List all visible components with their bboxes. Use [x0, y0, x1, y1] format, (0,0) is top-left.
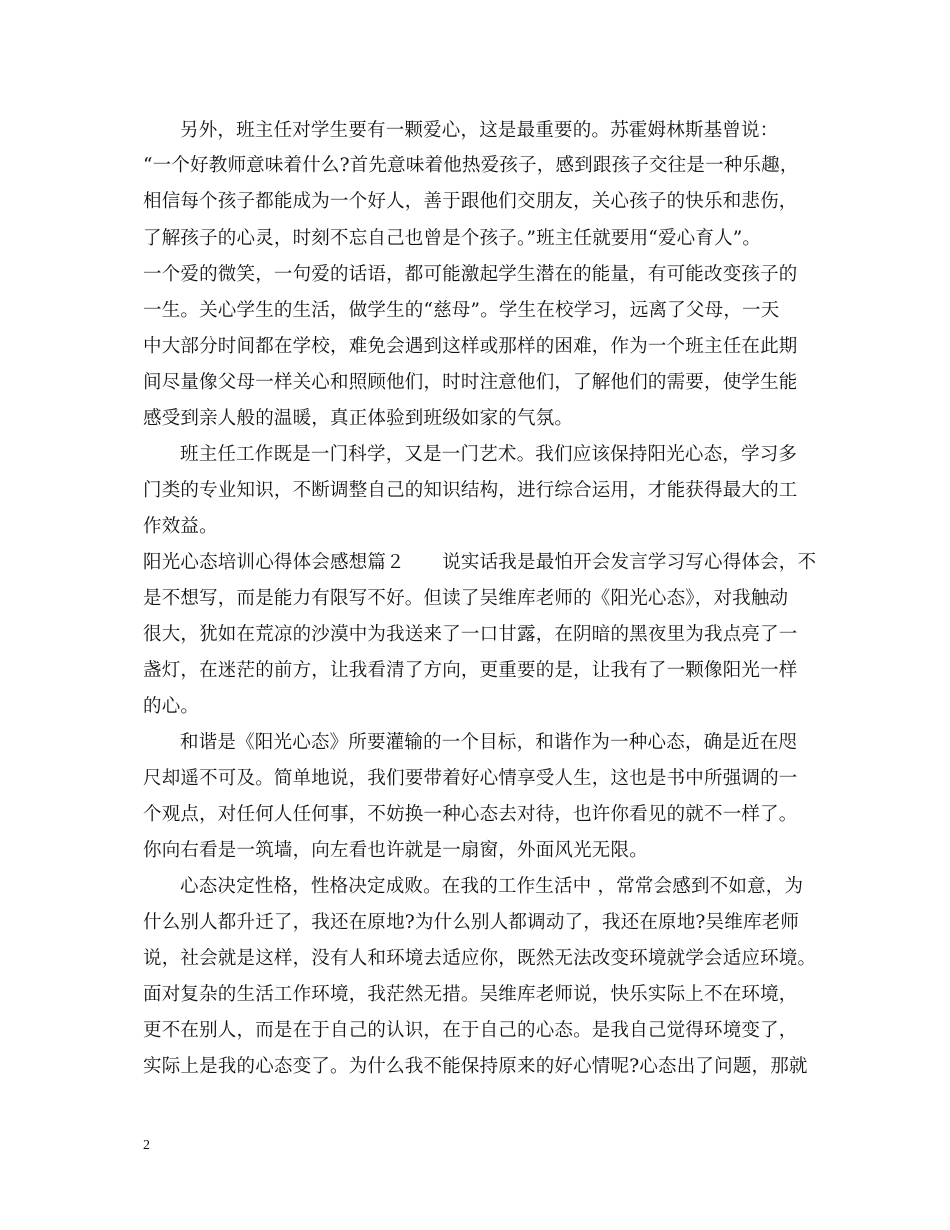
text-line: 间尽量像父母一样关心和照顾他们，时时注意他们，了解他们的需要，使学生能 — [143, 372, 798, 393]
text-line: 你向右看是一筑墙，向左看也许就是一扇窗，外面风光无限。 — [143, 840, 648, 861]
text-line: 很大，犹如在荒凉的沙漠中为我送来了一口甘露，在阴暗的黑夜里为我点亮了一 — [143, 624, 798, 645]
text-line: 一生。关心学生的生活，做学生的“慈母”。学生在校学习，远离了父母，一天 — [143, 300, 780, 321]
text-line: 个观点，对任何人任何事，不妨换一种心态去对待，也许你看见的就不一样了。 — [143, 804, 798, 825]
text-line: 班主任工作既是一门科学，又是一门艺术。我们应该保持阳光心态，学习多 — [180, 444, 798, 465]
text-line: 的心。 — [143, 696, 200, 717]
text-line: 是不想写，而是能力有限写不好。但读了吴维库老师的《阳光心态》，对我触动 — [143, 588, 789, 609]
text-line: 面对复杂的生活工作环境，我茫然无措。吴维库老师说，快乐实际上不在环境， — [143, 984, 798, 1005]
text-line: 一个爱的微笑，一句爱的话语，都可能激起学生潜在的能量，有可能改变孩子的 — [143, 264, 798, 285]
text-line: 实际上是我的心态变了。为什么我不能保持原来的好心情呢?心态出了问题，那就 — [143, 1056, 808, 1077]
text-line: 更不在别人，而是在于自己的认识，在于自己的心态。是我自己觉得环境变了， — [143, 1020, 798, 1041]
text-line: 另外，班主任对学生要有一颗爱心，这是最重要的。苏霍姆林斯基曾说： — [180, 120, 779, 141]
text-line: 什么别人都升迁了，我还在原地?为什么别人都调动了，我还在原地?吴维库老师 — [143, 912, 800, 933]
text-line: 心态决定性格，性格决定成败。在我的工作生活中 ，常常会感到不如意，为 — [180, 876, 804, 897]
text-line: 门类的专业知识，不断调整自己的知识结构，进行综合运用，才能获得最大的工 — [143, 480, 798, 501]
text-line: 了解孩子的心灵，时刻不忘自己也曾是个孩子。”班主任就要用“爱心育人”。 — [143, 228, 762, 249]
text-line: 作效益。 — [143, 516, 218, 537]
text-line: 中大部分时间都在学校，难免会遇到这样或那样的困难，作为一个班主任在此期 — [143, 336, 798, 357]
page-number: 2 — [143, 1138, 150, 1153]
text-line: 和谐是《阳光心态》所要灌输的一个目标，和谐作为一种心态，确是近在咫 — [180, 732, 798, 753]
text-line: 相信每个孩子都能成为一个好人，善于跟他们交朋友，关心孩子的快乐和悲伤， — [143, 191, 798, 212]
text-line: 感受到亲人般的温暖，真正体验到班级如家的气氛。 — [143, 408, 574, 429]
section-heading-line: 阳光心态培训心得体会感想篇２ 说实话我是最怕开会发言学习写心得体会，不 — [143, 552, 817, 573]
text-line: “一个好教师意味着什么?首先意味着他热爱孩子，感到跟孩子交往是一种乐趣， — [143, 155, 799, 176]
text-line: 尺却遥不可及。简单地说，我们要带着好心情享受人生，这也是书中所强调的一 — [143, 768, 798, 789]
text-line: 盏灯，在迷茫的前方，让我看清了方向，更重要的是，让我有了一颗像阳光一样 — [143, 660, 798, 681]
text-line: 说，社会就是这样，没有人和环境去适应你，既然无法改变环境就学会适应环境。 — [143, 948, 817, 969]
